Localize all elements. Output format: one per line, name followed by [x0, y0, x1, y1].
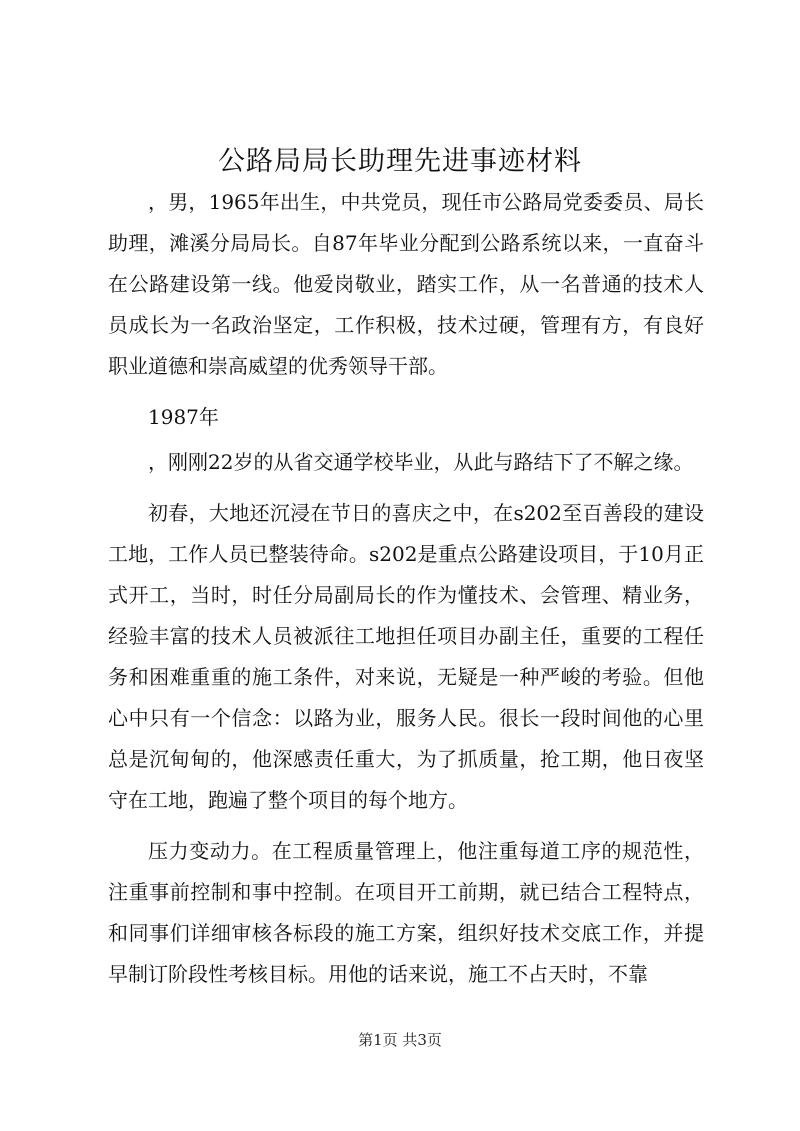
paragraph-pressure: 压力变动力。在工程质量管理上，他注重每道工序的规范性，注重事前控制和事中控制。在项目开工前期，就已结合工程特点，和同事们详细审核各标段的施工方案，组织好技术交底工作，并提早制订阶段性考核目标。用他的话来说，施工不占天时，不靠: [108, 839, 704, 986]
paragraph-intro: ，男，1965年出生，中共党员，现任市公路局党委委员、局长助理，滩溪分局局长。自87年毕业分配到公路系统以来，一直奋斗在公路建设第一线。他爱岗敬业，踏实工作，从一名普通的技术人员成长为一名政治坚定，工作积极，技术过硬，管理有方，有良好职业道德和崇高威望的优秀领导干部。: [108, 190, 704, 378]
paragraph-graduation: ，刚刚22岁的从省交通学校毕业，从此与路结下了不解之缘。: [148, 450, 694, 474]
page-number-footer: 第1页 共3页: [358, 1031, 442, 1049]
paragraph-early-spring: 初春，大地还沉浸在节日的喜庆之中，在s202至百善段的建设工地，工作人员已整装待命。s202是重点公路建设项目，于10月正式开工，当时，时任分局副局长的作为懂技术、会管理、精业务，经验丰富的技术人员被派往工地担任项目办副主任，重要的工程任务和困难重重的施工条件，对来说，无疑是一种严峻的考验。但他心中只有一个信念：以路为业，服务人民。很长一段时间他的心里总是沉甸甸的，他深感责任重大，为了抓质量，抢工期，他日夜坚守在工地，跑遍了整个项目的每个地方。: [108, 501, 704, 812]
document-body: [108, 182, 704, 1005]
paragraph-year: 1987年: [148, 405, 219, 429]
document-title: 公路局局长助理先进事迹材料: [218, 146, 582, 177]
